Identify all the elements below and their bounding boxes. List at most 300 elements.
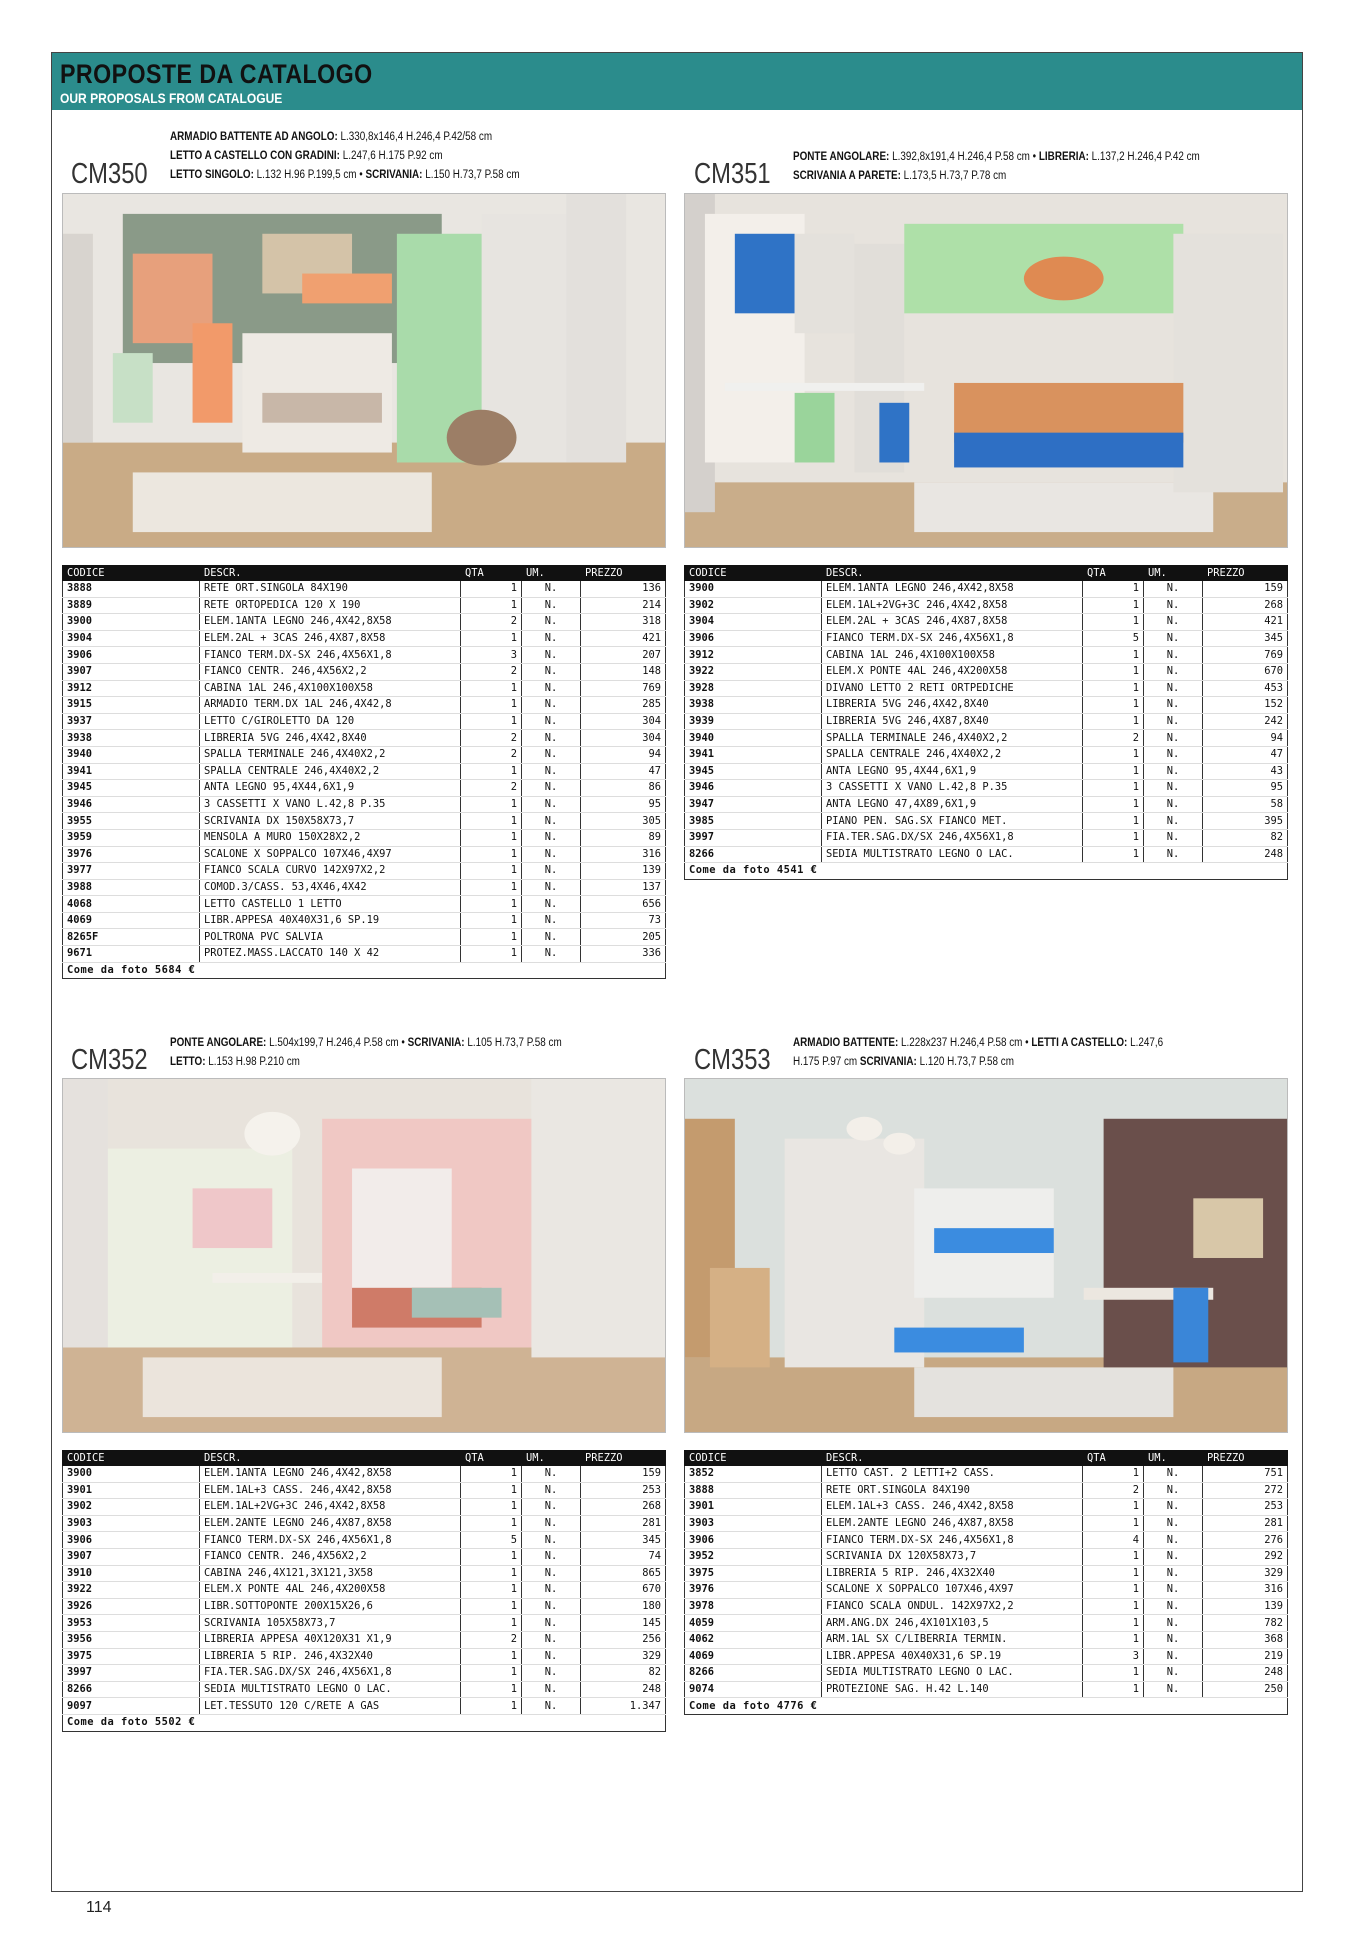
item-qty: 1 (461, 581, 522, 598)
item-code: 3952 (685, 1548, 822, 1565)
item-code: 3906 (685, 1532, 822, 1549)
item-description: RETE ORT.SINGOLA 84X190 (822, 1482, 1083, 1499)
item-unit: N. (1144, 746, 1203, 763)
item-description: PROTEZIONE SAG. H.42 L.140 (822, 1681, 1083, 1698)
item-qty: 1 (461, 680, 522, 697)
item-description: SCALONE X SOPPALCO 107X46,4X97 (822, 1582, 1083, 1599)
table-row (685, 813, 1288, 830)
item-price: 336 (581, 946, 666, 963)
item-price: 345 (581, 1532, 666, 1549)
table-row (685, 713, 1288, 730)
item-description: SCRIVANIA 105X58X73,7 (200, 1615, 461, 1632)
item-description: FIANCO SCALA ONDUL. 142X97X2,2 (822, 1598, 1083, 1615)
item-price: 253 (1203, 1499, 1288, 1516)
item-code: 3976 (63, 846, 200, 863)
item-qty: 5 (461, 1532, 522, 1549)
item-price: 782 (1203, 1615, 1288, 1632)
item-description: FIANCO SCALA CURVO 142X97X2,2 (200, 863, 461, 880)
item-price: 73 (581, 912, 666, 929)
total-price: Come da foto 5684 € (63, 962, 666, 979)
page-header (52, 53, 1302, 110)
item-description: LIBRERIA 5 RIP. 246,4X32X40 (200, 1648, 461, 1665)
item-price: 82 (1203, 829, 1288, 846)
table-row (63, 1466, 666, 1483)
item-price: 89 (581, 829, 666, 846)
item-unit: N. (522, 1582, 581, 1599)
item-code: 3922 (63, 1582, 200, 1599)
spec-value: L.137,2 H.246,4 P.42 cm (1088, 151, 1200, 163)
item-qty: 1 (461, 1482, 522, 1499)
item-code: 3997 (63, 1665, 200, 1682)
item-unit: N. (522, 713, 581, 730)
item-unit: N. (1144, 1532, 1203, 1549)
item-price: 345 (1203, 630, 1288, 647)
spec-line (170, 128, 520, 147)
item-description: CABINA 1AL 246,4X100X100X58 (822, 647, 1083, 664)
table-row (685, 1598, 1288, 1615)
item-unit: N. (1144, 1565, 1203, 1582)
item-code: 3940 (63, 746, 200, 763)
item-qty: 1 (1083, 829, 1144, 846)
spec-value: L.247,6 (1127, 1037, 1164, 1049)
item-unit: N. (522, 1499, 581, 1516)
item-description: ELEM.X PONTE 4AL 246,4X200X58 (200, 1582, 461, 1599)
item-code: 3852 (685, 1466, 822, 1483)
item-unit: N. (522, 946, 581, 963)
total-price: Come da foto 5502 € (63, 1714, 666, 1731)
item-code: 3900 (685, 581, 822, 598)
item-unit: N. (522, 597, 581, 614)
item-price: 207 (581, 647, 666, 664)
item-unit: N. (522, 929, 581, 946)
item-unit: N. (1144, 630, 1203, 647)
item-code: 3907 (63, 663, 200, 680)
table-row (685, 1648, 1288, 1665)
item-code: 3945 (63, 780, 200, 797)
item-unit: N. (522, 780, 581, 797)
item-unit: N. (522, 1698, 581, 1715)
table-row (63, 946, 666, 963)
spec-value: L.173,5 H.73,7 P.78 cm (900, 170, 1007, 182)
table-row (685, 1665, 1288, 1682)
item-code: 3912 (685, 647, 822, 664)
spec-label: SCRIVANIA: (407, 1037, 465, 1049)
page-subtitle: OUR PROPOSALS FROM CATALOGUE (60, 90, 283, 106)
item-price: 159 (1203, 581, 1288, 598)
total-row (685, 863, 1288, 880)
item-code: 8265F (63, 929, 200, 946)
item-code: 3901 (63, 1482, 200, 1499)
item-price: 152 (1203, 697, 1288, 714)
item-price: 281 (581, 1515, 666, 1532)
spec-value: L.247,6 H.175 P.92 cm (339, 150, 443, 162)
item-unit: N. (1144, 647, 1203, 664)
item-price: 421 (581, 630, 666, 647)
table-row (685, 1631, 1288, 1648)
col-header-unit: UM. (1144, 1451, 1203, 1466)
item-qty: 1 (461, 597, 522, 614)
item-description: CABINA 246,4X121,3X121,3X58 (200, 1565, 461, 1582)
item-unit: N. (522, 614, 581, 631)
item-code: 4062 (685, 1631, 822, 1648)
item-description: PROTEZ.MASS.LACCATO 140 X 42 (200, 946, 461, 963)
item-description: FIANCO TERM.DX-SX 246,4X56X1,8 (200, 647, 461, 664)
price-table (684, 1450, 1288, 1715)
spec-line (793, 167, 1200, 186)
item-unit: N. (1144, 697, 1203, 714)
item-price: 219 (1203, 1648, 1288, 1665)
item-code: 3903 (63, 1515, 200, 1532)
item-code: 3926 (63, 1598, 200, 1615)
item-unit: N. (1144, 1631, 1203, 1648)
spec-label: PONTE ANGOLARE: (170, 1037, 267, 1049)
item-qty: 1 (461, 929, 522, 946)
product-code: CM353 (694, 1044, 771, 1076)
spec-line (170, 166, 520, 185)
item-unit: N. (1144, 713, 1203, 730)
item-qty: 1 (461, 946, 522, 963)
item-code: 9671 (63, 946, 200, 963)
item-code: 3988 (63, 879, 200, 896)
table-row (63, 1648, 666, 1665)
item-unit: N. (522, 912, 581, 929)
item-price: 47 (1203, 746, 1288, 763)
item-code: 3978 (685, 1598, 822, 1615)
item-qty: 1 (1083, 663, 1144, 680)
item-price: 304 (581, 713, 666, 730)
table-row (685, 763, 1288, 780)
col-header-code: CODICE (685, 1451, 822, 1466)
item-price: 316 (581, 846, 666, 863)
table-row (63, 813, 666, 830)
table-row (685, 746, 1288, 763)
total-row (685, 1698, 1288, 1715)
item-code: 3903 (685, 1515, 822, 1532)
item-description: LIBRERIA 5 RIP. 246,4X32X40 (822, 1565, 1083, 1582)
item-qty: 2 (461, 614, 522, 631)
item-code: 3889 (63, 597, 200, 614)
col-header-price: PREZZO (1203, 566, 1288, 581)
item-code: 3906 (63, 1532, 200, 1549)
spec-value: L.132 H.96 P.199,5 cm • (253, 169, 366, 181)
item-qty: 1 (461, 1648, 522, 1665)
item-description: RETE ORTOPEDICA 120 X 190 (200, 597, 461, 614)
table-row (63, 1532, 666, 1549)
product-code: CM352 (71, 1044, 148, 1076)
item-qty: 1 (461, 1466, 522, 1483)
table-row (63, 829, 666, 846)
item-qty: 1 (461, 879, 522, 896)
table-row (63, 1515, 666, 1532)
item-price: 74 (581, 1548, 666, 1565)
item-code: 3947 (685, 796, 822, 813)
item-unit: N. (522, 813, 581, 830)
bedroom-photo-cm350 (62, 193, 666, 548)
item-price: 214 (581, 597, 666, 614)
item-price: 242 (1203, 713, 1288, 730)
item-qty: 1 (1083, 780, 1144, 797)
col-header-qty: QTA (1083, 566, 1144, 581)
item-qty: 2 (1083, 1482, 1144, 1499)
col-header-qty: QTA (1083, 1451, 1144, 1466)
item-qty: 1 (461, 630, 522, 647)
col-header-qty: QTA (461, 566, 522, 581)
item-price: 136 (581, 581, 666, 598)
item-qty: 1 (461, 863, 522, 880)
item-description: ELEM.1AL+2VG+3C 246,4X42,8X58 (822, 597, 1083, 614)
item-qty: 1 (1083, 1665, 1144, 1682)
item-description: ELEM.1ANTA LEGNO 246,4X42,8X58 (200, 614, 461, 631)
item-unit: N. (1144, 1648, 1203, 1665)
spec-label: SCRIVANIA A PARETE: (793, 170, 901, 182)
item-price: 316 (1203, 1582, 1288, 1599)
item-code: 3941 (63, 763, 200, 780)
item-price: 139 (581, 863, 666, 880)
item-price: 137 (581, 879, 666, 896)
item-description: LIBRERIA APPESA 40X120X31 X1,9 (200, 1631, 461, 1648)
item-description: ELEM.2AL + 3CAS 246,4X87,8X58 (822, 614, 1083, 631)
item-price: 368 (1203, 1631, 1288, 1648)
item-description: ANTA LEGNO 95,4X44,6X1,9 (822, 763, 1083, 780)
table-row (63, 663, 666, 680)
item-qty: 3 (1083, 1648, 1144, 1665)
item-description: SEDIA MULTISTRATO LEGNO O LAC. (822, 1665, 1083, 1682)
item-qty: 1 (1083, 1582, 1144, 1599)
item-unit: N. (522, 1665, 581, 1682)
spec-label: SCRIVANIA: (365, 169, 423, 181)
spec-line (793, 1034, 1163, 1053)
item-price: 58 (1203, 796, 1288, 813)
item-qty: 1 (1083, 680, 1144, 697)
item-code: 3915 (63, 697, 200, 714)
table-row (685, 730, 1288, 747)
item-qty: 1 (461, 1499, 522, 1516)
item-price: 285 (581, 697, 666, 714)
item-qty: 5 (1083, 630, 1144, 647)
item-price: 1.347 (581, 1698, 666, 1715)
item-qty: 2 (461, 663, 522, 680)
table-row (685, 1615, 1288, 1632)
item-description: PIANO PEN. SAG.SX FIANCO MET. (822, 813, 1083, 830)
item-qty: 2 (461, 730, 522, 747)
item-description: LIBR.APPESA 40X40X31,6 SP.19 (200, 912, 461, 929)
item-unit: N. (1144, 780, 1203, 797)
item-qty: 1 (1083, 796, 1144, 813)
item-qty: 1 (461, 796, 522, 813)
item-price: 82 (581, 1665, 666, 1682)
item-code: 3906 (685, 630, 822, 647)
bedroom-photo-cm351 (684, 193, 1288, 548)
item-description: SEDIA MULTISTRATO LEGNO O LAC. (200, 1681, 461, 1698)
col-header-unit: UM. (1144, 566, 1203, 581)
table-row (685, 1548, 1288, 1565)
table-row (63, 1565, 666, 1582)
item-code: 3904 (685, 614, 822, 631)
table-row (685, 597, 1288, 614)
spec-value: L.504x199,7 H.246,4 P.58 cm • (266, 1037, 408, 1049)
item-code: 3938 (63, 730, 200, 747)
item-unit: N. (522, 1532, 581, 1549)
table-row (63, 1631, 666, 1648)
table-row (63, 863, 666, 880)
item-price: 769 (1203, 647, 1288, 664)
item-unit: N. (1144, 1598, 1203, 1615)
total-price: Come da foto 4776 € (685, 1698, 1288, 1715)
spec-line (793, 148, 1200, 167)
item-qty: 1 (1083, 697, 1144, 714)
item-code: 3904 (63, 630, 200, 647)
item-unit: N. (522, 730, 581, 747)
table-row (63, 896, 666, 913)
table-row (63, 929, 666, 946)
item-unit: N. (522, 1515, 581, 1532)
table-row (63, 1582, 666, 1599)
item-price: 305 (581, 813, 666, 830)
item-description: 3 CASSETTI X VANO L.42,8 P.35 (822, 780, 1083, 797)
item-price: 139 (1203, 1598, 1288, 1615)
item-description: ARMADIO TERM.DX 1AL 246,4X42,8 (200, 697, 461, 714)
product-code: CM351 (694, 158, 771, 190)
table-row (685, 1515, 1288, 1532)
item-code: 3900 (63, 614, 200, 631)
table-row (63, 1499, 666, 1516)
item-price: 268 (581, 1499, 666, 1516)
bedroom-photo-cm352 (62, 1078, 666, 1433)
item-qty: 1 (1083, 746, 1144, 763)
item-description: SEDIA MULTISTRATO LEGNO O LAC. (822, 846, 1083, 863)
item-description: RETE ORT.SINGOLA 84X190 (200, 581, 461, 598)
item-qty: 1 (461, 1698, 522, 1715)
item-price: 670 (581, 1582, 666, 1599)
table-row (685, 1466, 1288, 1483)
item-price: 329 (1203, 1565, 1288, 1582)
spec-label: SCRIVANIA: (859, 1056, 917, 1068)
item-price: 94 (1203, 730, 1288, 747)
col-header-price: PREZZO (581, 1451, 666, 1466)
item-qty: 1 (461, 713, 522, 730)
item-qty: 1 (1083, 1565, 1144, 1582)
item-description: LIBRERIA 5VG 246,4X87,8X40 (822, 713, 1083, 730)
item-unit: N. (522, 879, 581, 896)
item-price: 94 (581, 746, 666, 763)
item-qty: 1 (461, 1582, 522, 1599)
item-code: 3975 (685, 1565, 822, 1582)
item-code: 3922 (685, 663, 822, 680)
item-code: 3888 (63, 581, 200, 598)
item-price: 248 (1203, 1665, 1288, 1682)
table-row (685, 780, 1288, 797)
spec-value: L.105 H.73,7 P.58 cm (464, 1037, 562, 1049)
item-unit: N. (522, 581, 581, 598)
item-code: 3946 (63, 796, 200, 813)
table-row (63, 697, 666, 714)
item-unit: N. (522, 1482, 581, 1499)
spec-line (793, 1053, 1163, 1072)
table-row (63, 1681, 666, 1698)
col-header-descr: DESCR. (200, 1451, 461, 1466)
item-qty: 1 (461, 1681, 522, 1698)
item-price: 248 (1203, 846, 1288, 863)
item-unit: N. (1144, 829, 1203, 846)
spec-label: ARMADIO BATTENTE AD ANGOLO: (170, 131, 338, 143)
item-description: SPALLA TERMINALE 246,4X40X2,2 (200, 746, 461, 763)
item-code: 3941 (685, 746, 822, 763)
item-qty: 1 (1083, 1466, 1144, 1483)
spec-label: LETTO SINGOLO: (170, 169, 254, 181)
table-row (63, 879, 666, 896)
item-qty: 1 (1083, 1515, 1144, 1532)
item-code: 3939 (685, 713, 822, 730)
table-row (685, 1482, 1288, 1499)
col-header-qty: QTA (461, 1451, 522, 1466)
item-code: 3910 (63, 1565, 200, 1582)
item-qty: 1 (461, 1665, 522, 1682)
item-description: FIANCO CENTR. 246,4X56X2,2 (200, 663, 461, 680)
spec-label: PONTE ANGOLARE: (793, 151, 890, 163)
price-table (62, 1450, 666, 1732)
item-description: FIA.TER.SAG.DX/SX 246,4X56X1,8 (822, 829, 1083, 846)
item-qty: 1 (461, 1515, 522, 1532)
item-description: ANTA LEGNO 47,4X89,6X1,9 (822, 796, 1083, 813)
item-qty: 1 (1083, 1631, 1144, 1648)
item-price: 865 (581, 1565, 666, 1582)
table-row (63, 581, 666, 598)
item-unit: N. (522, 680, 581, 697)
item-qty: 2 (461, 780, 522, 797)
item-price: 180 (581, 1598, 666, 1615)
item-description: ARM.1AL SX C/LIBERRIA TERMIN. (822, 1631, 1083, 1648)
item-unit: N. (522, 1631, 581, 1648)
spec-label: LETTO: (170, 1056, 206, 1068)
item-unit: N. (1144, 813, 1203, 830)
spec-label: LIBRERIA: (1038, 151, 1089, 163)
item-description: LIBRERIA 5VG 246,4X42,8X40 (200, 730, 461, 747)
item-price: 253 (581, 1482, 666, 1499)
item-qty: 1 (1083, 813, 1144, 830)
col-header-descr: DESCR. (822, 566, 1083, 581)
spec-line (170, 1053, 562, 1072)
table-row (63, 912, 666, 929)
item-qty: 2 (461, 746, 522, 763)
item-description: LIBR.APPESA 40X40X31,6 SP.19 (822, 1648, 1083, 1665)
item-description: LIBR.SOTTOPONTE 200X15X26,6 (200, 1598, 461, 1615)
item-description: MENSOLA A MURO 150X28X2,2 (200, 829, 461, 846)
item-description: LET.TESSUTO 120 C/RETE A GAS (200, 1698, 461, 1715)
item-code: 3975 (63, 1648, 200, 1665)
item-qty: 1 (461, 912, 522, 929)
col-header-code: CODICE (63, 1451, 200, 1466)
item-qty: 1 (1083, 713, 1144, 730)
item-code: 9074 (685, 1681, 822, 1698)
item-code: 4069 (685, 1648, 822, 1665)
item-unit: N. (1144, 763, 1203, 780)
page-title: PROPOSTE DA CATALOGO (60, 59, 373, 89)
table-row (63, 846, 666, 863)
item-code: 3906 (63, 647, 200, 664)
item-description: FIANCO CENTR. 246,4X56X2,2 (200, 1548, 461, 1565)
item-unit: N. (1144, 846, 1203, 863)
item-price: 148 (581, 663, 666, 680)
item-price: 318 (581, 614, 666, 631)
item-price: 43 (1203, 763, 1288, 780)
table-row (685, 829, 1288, 846)
item-unit: N. (1144, 1466, 1203, 1483)
item-unit: N. (1144, 680, 1203, 697)
item-qty: 1 (1083, 763, 1144, 780)
table-row (63, 796, 666, 813)
item-price: 272 (1203, 1482, 1288, 1499)
table-row (63, 730, 666, 747)
